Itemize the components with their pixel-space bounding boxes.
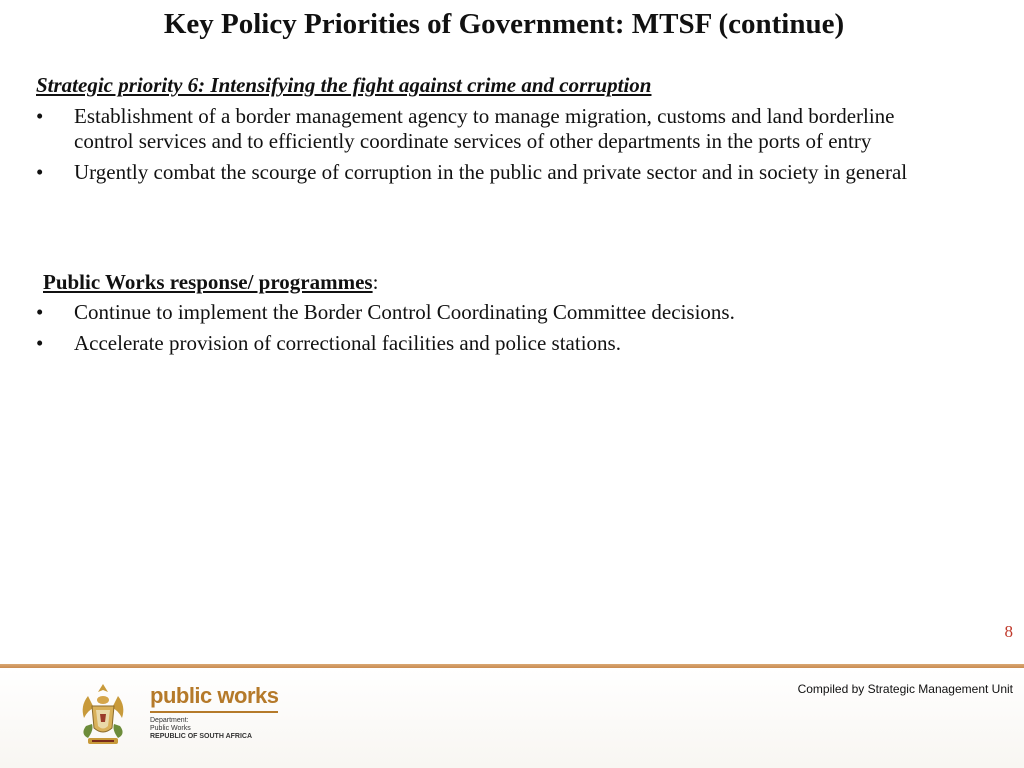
response-heading-colon: : — [372, 270, 379, 294]
footer-divider — [0, 664, 1024, 668]
logo-underline — [150, 711, 278, 713]
slide-title: Key Policy Priorities of Government: MTSF (continue) — [163, 8, 845, 40]
logo-line-public-works: Public Works — [150, 725, 191, 732]
logo-text-block — [150, 684, 278, 741]
bullet-text: Establishment of a border management agency to manage migration, customs and land borderline control services and to efficiently coordinate services of other departments in the ports of entry — [74, 104, 895, 153]
logo-wordmark: public works — [150, 683, 279, 708]
response-bullet-list — [36, 300, 936, 362]
strategic-priority-heading: Strategic priority 6: Intensifying the fight against crime and corruption — [36, 73, 652, 97]
bullet-icon: • — [36, 331, 44, 355]
coat-of-arms-icon — [74, 680, 132, 750]
bullet-text: Accelerate provision of correctional facilities and police stations. — [74, 331, 621, 355]
bullet-text: Continue to implement the Border Control Coordinating Committee decisions. — [74, 300, 735, 324]
response-heading — [43, 269, 378, 295]
logo-line-republic: REPUBLIC OF SOUTH AFRICA — [150, 733, 253, 740]
compiled-by-note: Compiled by Strategic Management Unit — [797, 682, 1013, 696]
bullet-icon: • — [36, 104, 44, 128]
logo-line-department: Department: — [150, 717, 189, 724]
response-heading-text: Public Works response/ programmes — [43, 270, 373, 294]
page-number: 8 — [1004, 622, 1013, 641]
bullet-icon: • — [36, 160, 44, 184]
list-item — [36, 300, 936, 325]
priority-bullet-list — [36, 104, 936, 191]
bullet-icon: • — [36, 300, 44, 324]
list-item — [36, 160, 936, 185]
public-works-logo — [74, 680, 294, 750]
list-item — [36, 331, 936, 356]
list-item — [36, 104, 936, 154]
bullet-text: Urgently combat the scourge of corruption in the public and private sector and in society in general — [74, 160, 908, 184]
